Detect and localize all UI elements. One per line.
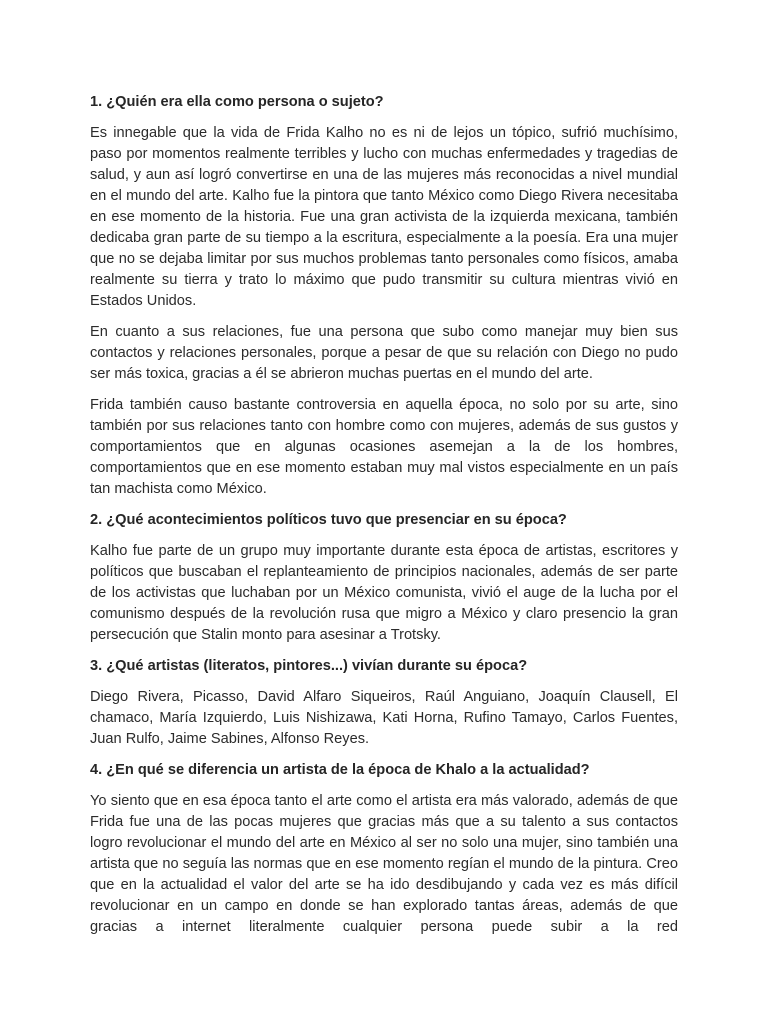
paragraph: Diego Rivera, Picasso, David Alfaro Siqueiros, Raúl Anguiano, Joaquín Clausell, El chamaco, María Izquierdo, Luis Nishizawa, Kati Horna, Rufino Tamayo, Carlos Fuentes, Juan Rulfo, Jaime Sabines, Alfonso Reyes. — [90, 689, 678, 747]
document-page — [90, 92, 678, 948]
section-3 — [90, 656, 678, 750]
section-1 — [90, 92, 678, 500]
paragraph: Frida también causo bastante controversia en aquella época, no solo por su arte, sino también por sus relaciones tanto con hombre como con mujeres, además de sus gustos y comportamientos que en algunas ocasiones asemejan a la de los hombres, comportamientos que en ese momento estaban muy mal vistos especialmente en un país tan machista como México. — [90, 397, 678, 497]
paragraph: Kalho fue parte de un grupo muy importante durante esta época de artistas, escritores y políticos que buscaban el replanteamiento de principios nacionales, además de ser parte de los activistas que luchaban por un México comunista, vivió el auge de la lucha por el comunismo después de la revolución rusa que migro a México y claro presencio la gran persecución que Stalin monto para asesinar a Trotsky. — [90, 543, 678, 643]
paragraph: Es innegable que la vida de Frida Kalho no es ni de lejos un tópico, sufrió muchísimo, paso por momentos realmente terribles y lucho con muchas enfermedades y tragedias de salud, y aun así logró convertirse en una de las mujeres más reconocidas a nivel mundial en el mundo del arte. Kalho fue la pintora que tanto México como Diego Rivera necesitaba en ese momento de la historia. Fue una gran activista de la izquierda mexicana, también dedicaba gran parte de su tiempo a la escritura, especialmente a la poesía. Era una mujer que no se dejaba limitar por sus muchos problemas tanto personales como físicos, amaba realmente su tierra y trato lo máximo que pudo transmitir su cultura mientras vivió en Estados Unidos. — [90, 125, 678, 309]
paragraph: Yo siento que en esa época tanto el arte como el artista era más valorado, además de que Frida fue una de las pocas mujeres que gracias más que a su talento a sus contactos logro revolucionar el mundo del arte en México al ser no solo una mujer, sino también una artista que no seguía las normas que en ese momento regían el mundo de la pintura. Creo que en la actualidad el valor del arte se ha ido desdibujando y cada vez es más difícil revolucionar en un campo en donde se han explorado tantas áreas, además de que gracias a internet literalmente cualquier persona puede subir a la red — [90, 793, 678, 935]
question-heading: 4. ¿En qué se diferencia un artista de la época de Khalo a la actualidad? — [90, 762, 590, 778]
question-heading: 3. ¿Qué artistas (literatos, pintores...) vivían durante su época? — [90, 658, 528, 674]
question-heading: 1. ¿Quién era ella como persona o sujeto? — [90, 94, 384, 110]
question-heading: 2. ¿Qué acontecimientos políticos tuvo que presenciar en su época? — [90, 512, 567, 528]
section-2 — [90, 510, 678, 646]
paragraph: En cuanto a sus relaciones, fue una persona que subo como manejar muy bien sus contactos y relaciones personales, porque a pesar de que su relación con Diego no pudo ser más toxica, gracias a él se abrieron muchas puertas en el mundo del arte. — [90, 324, 678, 382]
section-4 — [90, 760, 678, 938]
